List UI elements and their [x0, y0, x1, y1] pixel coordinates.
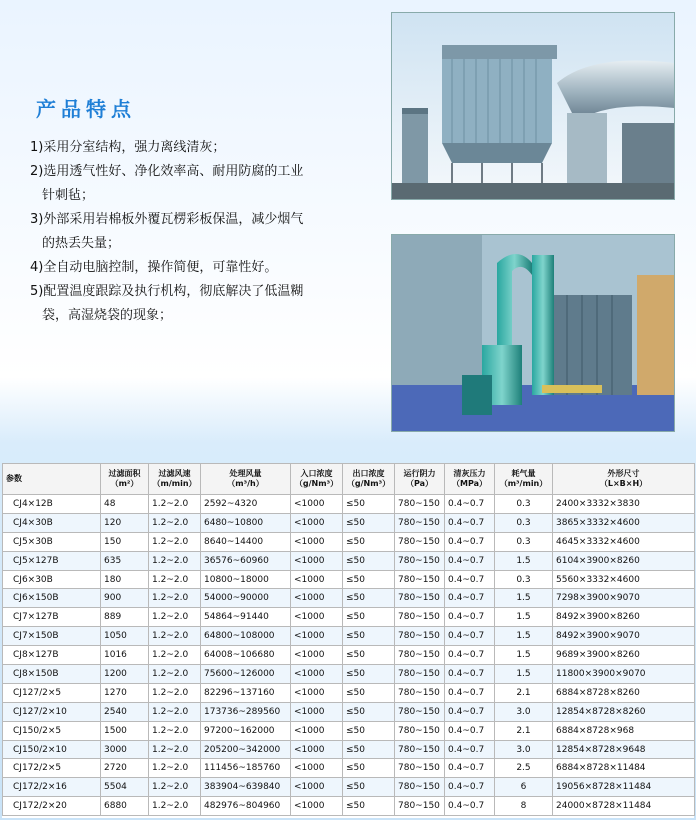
table-cell: 8492×3900×8260	[553, 608, 695, 627]
table-header-cell	[149, 464, 201, 495]
table-cell: ≤50	[343, 665, 395, 684]
table-cell: 173736~289560	[201, 702, 291, 721]
table-cell: 0.4~0.7	[445, 797, 495, 816]
table-cell: 2720	[101, 759, 149, 778]
table-cell: 780~150	[395, 683, 445, 702]
table-cell: 64008~106680	[201, 646, 291, 665]
table-header-cell	[395, 464, 445, 495]
table-cell: 1.5	[495, 665, 553, 684]
feature-text: 采用分室结构，强力离线清灰；	[43, 140, 226, 155]
table-cell: 6880	[101, 797, 149, 816]
table-cell: ≤50	[343, 627, 395, 646]
table-cell: 1.2~2.0	[149, 759, 201, 778]
table-row	[3, 513, 695, 532]
table-cell: 780~150	[395, 721, 445, 740]
table-cell: 6884×8728×8260	[553, 683, 695, 702]
table-cell: 7298×3900×9070	[553, 589, 695, 608]
table-cell: 5504	[101, 778, 149, 797]
header-label: 参数	[6, 474, 22, 483]
table-cell: 150	[101, 532, 149, 551]
table-cell: 482976~804960	[201, 797, 291, 816]
table-cell: 180	[101, 570, 149, 589]
feature-item	[30, 280, 370, 328]
table-cell: <1000	[291, 740, 343, 759]
table-row	[3, 627, 695, 646]
table-cell: <1000	[291, 532, 343, 551]
feature-item	[30, 256, 370, 280]
model-cell: CJ7×150B	[3, 627, 101, 646]
header-unit: （m³/h）	[227, 479, 264, 488]
table-cell: 82296~137160	[201, 683, 291, 702]
feature-text: 全自动电脑控制，操作简便，可靠性好。	[43, 260, 278, 275]
feature-number: 5)	[30, 284, 44, 299]
header-label: 出口浓度	[352, 469, 385, 478]
table-cell: ≤50	[343, 570, 395, 589]
table-cell: 2.1	[495, 683, 553, 702]
table-cell: 889	[101, 608, 149, 627]
table-row	[3, 683, 695, 702]
table-cell: 6884×8728×11484	[553, 759, 695, 778]
table-cell: 111456~185760	[201, 759, 291, 778]
table-cell: 1.2~2.0	[149, 495, 201, 514]
table-cell: 1050	[101, 627, 149, 646]
table-header-cell	[553, 464, 695, 495]
table-cell: 383904~639840	[201, 778, 291, 797]
table-cell: 780~150	[395, 778, 445, 797]
table-cell: ≤50	[343, 740, 395, 759]
table-cell: 1.5	[495, 551, 553, 570]
table-cell: 780~150	[395, 627, 445, 646]
table-row	[3, 665, 695, 684]
table-cell: <1000	[291, 551, 343, 570]
feature-text: 外部采用岩棉板外覆瓦楞彩板保温，减少烟气	[43, 212, 304, 227]
feature-number: 4)	[30, 260, 44, 275]
table-cell: ≤50	[343, 551, 395, 570]
table-cell: 780~150	[395, 495, 445, 514]
table-cell: 1.2~2.0	[149, 665, 201, 684]
table-row	[3, 589, 695, 608]
table-cell: 24000×8728×11484	[553, 797, 695, 816]
table-cell: ≤50	[343, 589, 395, 608]
feature-number: 3)	[30, 212, 44, 227]
table-cell: <1000	[291, 495, 343, 514]
table-cell: 10800~18000	[201, 570, 291, 589]
table-cell: 0.4~0.7	[445, 683, 495, 702]
table-cell: 0.3	[495, 495, 553, 514]
model-cell: CJ4×12B	[3, 495, 101, 514]
table-cell: 0.4~0.7	[445, 721, 495, 740]
table-cell: 1.2~2.0	[149, 608, 201, 627]
table-cell: 1.2~2.0	[149, 589, 201, 608]
table-cell: 1.2~2.0	[149, 627, 201, 646]
feature-item	[30, 208, 370, 256]
feature-list	[30, 136, 370, 328]
table-cell: 1.2~2.0	[149, 532, 201, 551]
table-cell: 1.5	[495, 608, 553, 627]
table-cell: 2592~4320	[201, 495, 291, 514]
table-cell: 97200~162000	[201, 721, 291, 740]
model-cell: CJ150/2×5	[3, 721, 101, 740]
table-cell: 1.2~2.0	[149, 513, 201, 532]
table-cell: 1200	[101, 665, 149, 684]
table-cell: 0.4~0.7	[445, 532, 495, 551]
table-cell: 1016	[101, 646, 149, 665]
table-cell: 0.4~0.7	[445, 646, 495, 665]
table-row	[3, 608, 695, 627]
table-cell: 8640~14400	[201, 532, 291, 551]
table-cell: 1.2~2.0	[149, 740, 201, 759]
table-cell: 12854×8728×8260	[553, 702, 695, 721]
table-cell: 1.2~2.0	[149, 797, 201, 816]
table-cell: 36576~60960	[201, 551, 291, 570]
table-cell: 1.5	[495, 646, 553, 665]
table-cell: 9689×3900×8260	[553, 646, 695, 665]
table-cell: 64800~108000	[201, 627, 291, 646]
table-cell: ≤50	[343, 702, 395, 721]
feature-number: 2)	[30, 164, 44, 179]
table-cell: 780~150	[395, 740, 445, 759]
dust-collector-photo-1	[391, 12, 675, 200]
model-cell: CJ172/2×20	[3, 797, 101, 816]
table-cell: 780~150	[395, 513, 445, 532]
table-cell: 8492×3900×9070	[553, 627, 695, 646]
table-cell: 1.2~2.0	[149, 683, 201, 702]
table-cell: 1270	[101, 683, 149, 702]
header-label: 耗气量	[511, 469, 536, 478]
table-cell: 0.4~0.7	[445, 778, 495, 797]
table-header-cell	[201, 464, 291, 495]
table-cell: <1000	[291, 721, 343, 740]
table-row	[3, 778, 695, 797]
table-cell: 0.3	[495, 513, 553, 532]
table-header-cell	[101, 464, 149, 495]
table-cell: 0.4~0.7	[445, 759, 495, 778]
table-header-cell	[495, 464, 553, 495]
table-cell: ≤50	[343, 608, 395, 627]
table-cell: ≤50	[343, 683, 395, 702]
feature-text: 配置温度跟踪及执行机构，彻底解决了低温糊	[43, 284, 304, 299]
table-cell: <1000	[291, 570, 343, 589]
table-cell: 3865×3332×4600	[553, 513, 695, 532]
spec-table	[2, 463, 695, 816]
table-cell: <1000	[291, 778, 343, 797]
table-cell: 635	[101, 551, 149, 570]
table-row	[3, 551, 695, 570]
header-label: 处理风量	[229, 469, 262, 478]
section-title: 产品特点	[36, 97, 136, 121]
feature-item	[30, 160, 370, 208]
table-cell: 1.2~2.0	[149, 551, 201, 570]
table-cell: 780~150	[395, 665, 445, 684]
table-row	[3, 646, 695, 665]
table-row	[3, 797, 695, 816]
table-cell: 0.4~0.7	[445, 627, 495, 646]
table-cell: 205200~342000	[201, 740, 291, 759]
model-cell: CJ127/2×10	[3, 702, 101, 721]
spec-table-wrapper	[2, 463, 694, 818]
feature-text: 针刺毡；	[42, 188, 95, 203]
table-cell: 2400×3332×3830	[553, 495, 695, 514]
dust-collector-photo-2	[391, 234, 675, 432]
table-cell: 0.4~0.7	[445, 589, 495, 608]
model-cell: CJ172/2×5	[3, 759, 101, 778]
model-cell: CJ127/2×5	[3, 683, 101, 702]
table-cell: 0.4~0.7	[445, 702, 495, 721]
table-cell: ≤50	[343, 778, 395, 797]
header-unit: （g/Nm³）	[346, 479, 391, 488]
header-unit: （Pa）	[405, 479, 434, 488]
table-cell: ≤50	[343, 513, 395, 532]
feature-text: 袋，高湿烧袋的现象；	[42, 308, 173, 323]
model-cell: CJ6×30B	[3, 570, 101, 589]
model-cell: CJ8×127B	[3, 646, 101, 665]
table-cell: 6	[495, 778, 553, 797]
table-cell: 1.2~2.0	[149, 721, 201, 740]
table-cell: 0.4~0.7	[445, 570, 495, 589]
table-cell: 780~150	[395, 797, 445, 816]
table-cell: 0.4~0.7	[445, 665, 495, 684]
header-unit: （m²）	[110, 479, 139, 488]
table-cell: ≤50	[343, 495, 395, 514]
table-row	[3, 759, 695, 778]
model-cell: CJ7×127B	[3, 608, 101, 627]
header-unit: （MPa）	[451, 479, 487, 488]
table-cell: 1.2~2.0	[149, 570, 201, 589]
table-cell: 6104×3900×8260	[553, 551, 695, 570]
table-cell: <1000	[291, 683, 343, 702]
table-header-cell	[445, 464, 495, 495]
feature-text: 选用透气性好、净化效率高、耐用防腐的工业	[43, 164, 304, 179]
table-cell: 0.4~0.7	[445, 495, 495, 514]
model-cell: CJ6×150B	[3, 589, 101, 608]
table-cell: 11800×3900×9070	[553, 665, 695, 684]
table-cell: 1.5	[495, 627, 553, 646]
header-unit: （m/min）	[152, 479, 197, 488]
table-cell: 780~150	[395, 759, 445, 778]
table-cell: 780~150	[395, 646, 445, 665]
table-cell: 0.3	[495, 570, 553, 589]
table-cell: 5560×3332×4600	[553, 570, 695, 589]
table-cell: 120	[101, 513, 149, 532]
model-cell: CJ4×30B	[3, 513, 101, 532]
model-cell: CJ172/2×16	[3, 778, 101, 797]
table-cell: 2.1	[495, 721, 553, 740]
table-cell: <1000	[291, 646, 343, 665]
table-cell: 1500	[101, 721, 149, 740]
table-cell: 12854×8728×9648	[553, 740, 695, 759]
table-cell: 1.2~2.0	[149, 646, 201, 665]
table-cell: 900	[101, 589, 149, 608]
header-unit: （m³/min）	[499, 479, 548, 488]
header-label: 运行阴力	[403, 469, 436, 478]
table-cell: 3000	[101, 740, 149, 759]
table-cell: ≤50	[343, 759, 395, 778]
table-header-cell	[343, 464, 395, 495]
table-cell: 780~150	[395, 608, 445, 627]
table-cell: <1000	[291, 513, 343, 532]
table-row	[3, 702, 695, 721]
feature-text: 的热丢失量；	[42, 236, 121, 251]
table-cell: ≤50	[343, 797, 395, 816]
table-cell: 1.2~2.0	[149, 778, 201, 797]
table-cell: 54864~91440	[201, 608, 291, 627]
table-cell: ≤50	[343, 721, 395, 740]
table-cell: <1000	[291, 759, 343, 778]
table-cell: 6884×8728×968	[553, 721, 695, 740]
header-label: 清灰压力	[453, 469, 486, 478]
table-cell: 0.4~0.7	[445, 740, 495, 759]
table-cell: 48	[101, 495, 149, 514]
table-cell: 0.4~0.7	[445, 608, 495, 627]
table-cell: 2540	[101, 702, 149, 721]
table-cell: 780~150	[395, 551, 445, 570]
table-row	[3, 532, 695, 551]
table-cell: 780~150	[395, 589, 445, 608]
table-header-row	[3, 464, 695, 495]
table-cell: 19056×8728×11484	[553, 778, 695, 797]
table-cell: 780~150	[395, 570, 445, 589]
table-cell: 4645×3332×4600	[553, 532, 695, 551]
table-cell: 3.0	[495, 740, 553, 759]
table-cell: <1000	[291, 589, 343, 608]
table-header-cell	[291, 464, 343, 495]
table-cell: 54000~90000	[201, 589, 291, 608]
table-cell: 0.4~0.7	[445, 513, 495, 532]
table-cell: <1000	[291, 665, 343, 684]
model-cell: CJ5×127B	[3, 551, 101, 570]
table-cell: ≤50	[343, 532, 395, 551]
table-cell: <1000	[291, 627, 343, 646]
header-label: 过滤面积	[108, 469, 141, 478]
table-cell: 8	[495, 797, 553, 816]
header-unit: （g/Nm³）	[294, 479, 339, 488]
table-cell: <1000	[291, 797, 343, 816]
model-cell: CJ5×30B	[3, 532, 101, 551]
table-cell: 0.3	[495, 532, 553, 551]
table-cell: 780~150	[395, 532, 445, 551]
header-label: 外形尺寸	[607, 469, 640, 478]
table-row	[3, 740, 695, 759]
model-cell: CJ8×150B	[3, 665, 101, 684]
table-cell: <1000	[291, 608, 343, 627]
table-cell: 1.5	[495, 589, 553, 608]
feature-item	[30, 136, 370, 160]
header-label: 入口浓度	[300, 469, 333, 478]
table-cell: 75600~126000	[201, 665, 291, 684]
table-cell: ≤50	[343, 646, 395, 665]
table-row	[3, 721, 695, 740]
table-row	[3, 570, 695, 589]
feature-number: 1)	[30, 140, 44, 155]
table-cell: 6480~10800	[201, 513, 291, 532]
header-label: 过滤风速	[158, 469, 191, 478]
model-cell: CJ150/2×10	[3, 740, 101, 759]
header-unit: （L×B×H）	[599, 479, 648, 488]
table-cell: 780~150	[395, 702, 445, 721]
table-row	[3, 495, 695, 514]
table-cell: 1.2~2.0	[149, 702, 201, 721]
table-cell: <1000	[291, 702, 343, 721]
table-cell: 0.4~0.7	[445, 551, 495, 570]
table-cell: 2.5	[495, 759, 553, 778]
table-header-cell	[3, 464, 101, 495]
table-cell: 3.0	[495, 702, 553, 721]
